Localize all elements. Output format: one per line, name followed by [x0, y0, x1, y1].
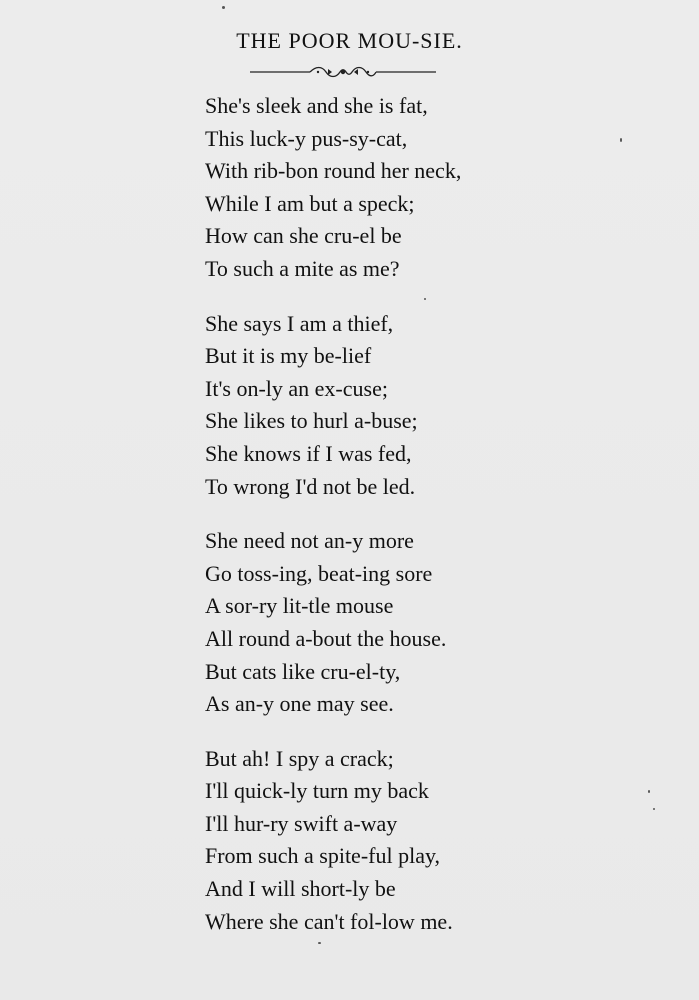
poem-line: To such a mite as me?: [205, 255, 400, 281]
poem-line: She knows if I was fed,: [205, 440, 412, 466]
title-ornament-icon: [248, 64, 438, 80]
poem-line: All round a-bout the house.: [205, 625, 447, 651]
poem-line: As an-y one may see.: [205, 691, 394, 717]
poem-line: She likes to hurl a-buse;: [205, 408, 418, 434]
stanza-2: [205, 308, 625, 504]
poem-line: From such a spite-ful play,: [205, 843, 441, 869]
print-speck: [620, 138, 622, 142]
poem-line: This luck-y pus-sy-cat,: [205, 125, 408, 151]
poem-line: To wrong I'd not be led.: [205, 473, 416, 499]
print-speck: [424, 298, 426, 300]
print-speck: [648, 790, 650, 793]
poem-line: But ah! I spy a crack;: [205, 745, 394, 771]
print-speck: [653, 808, 655, 810]
poem-title: THE POOR MOU-SIE.: [236, 28, 463, 53]
poem-line: With rib-bon round her neck,: [205, 158, 462, 184]
poem-line: She says I am a thief,: [205, 310, 394, 336]
poem-line: And I will short-ly be: [205, 876, 396, 902]
poem-line: But cats like cru-el-ty,: [205, 658, 401, 684]
poem-line: Where she can't fol-low me.: [205, 908, 453, 934]
poem-line: I'll quick-ly turn my back: [205, 778, 429, 804]
poem-line: She need not an-y more: [205, 528, 414, 554]
print-speck: [318, 942, 321, 944]
poem-body: [205, 90, 625, 960]
poem-line: It's on-ly an ex-cuse;: [205, 375, 388, 401]
poem-line: She's sleek and she is fat,: [205, 93, 428, 118]
stanza-3: [205, 525, 625, 721]
poem-line: I'll hur-ry swift a-way: [205, 810, 398, 836]
poem-line: How can she cru-el be: [205, 223, 402, 249]
print-speck: [222, 6, 225, 9]
poem-line: Go toss-ing, beat-ing sore: [205, 560, 433, 586]
poem-line: A sor-ry lit-tle mouse: [205, 593, 394, 619]
stanza-1: [205, 90, 625, 286]
stanza-4: [205, 743, 625, 939]
poem-line: While I am but a speck;: [205, 190, 415, 216]
poem-line: But it is my be-lief: [205, 343, 372, 369]
